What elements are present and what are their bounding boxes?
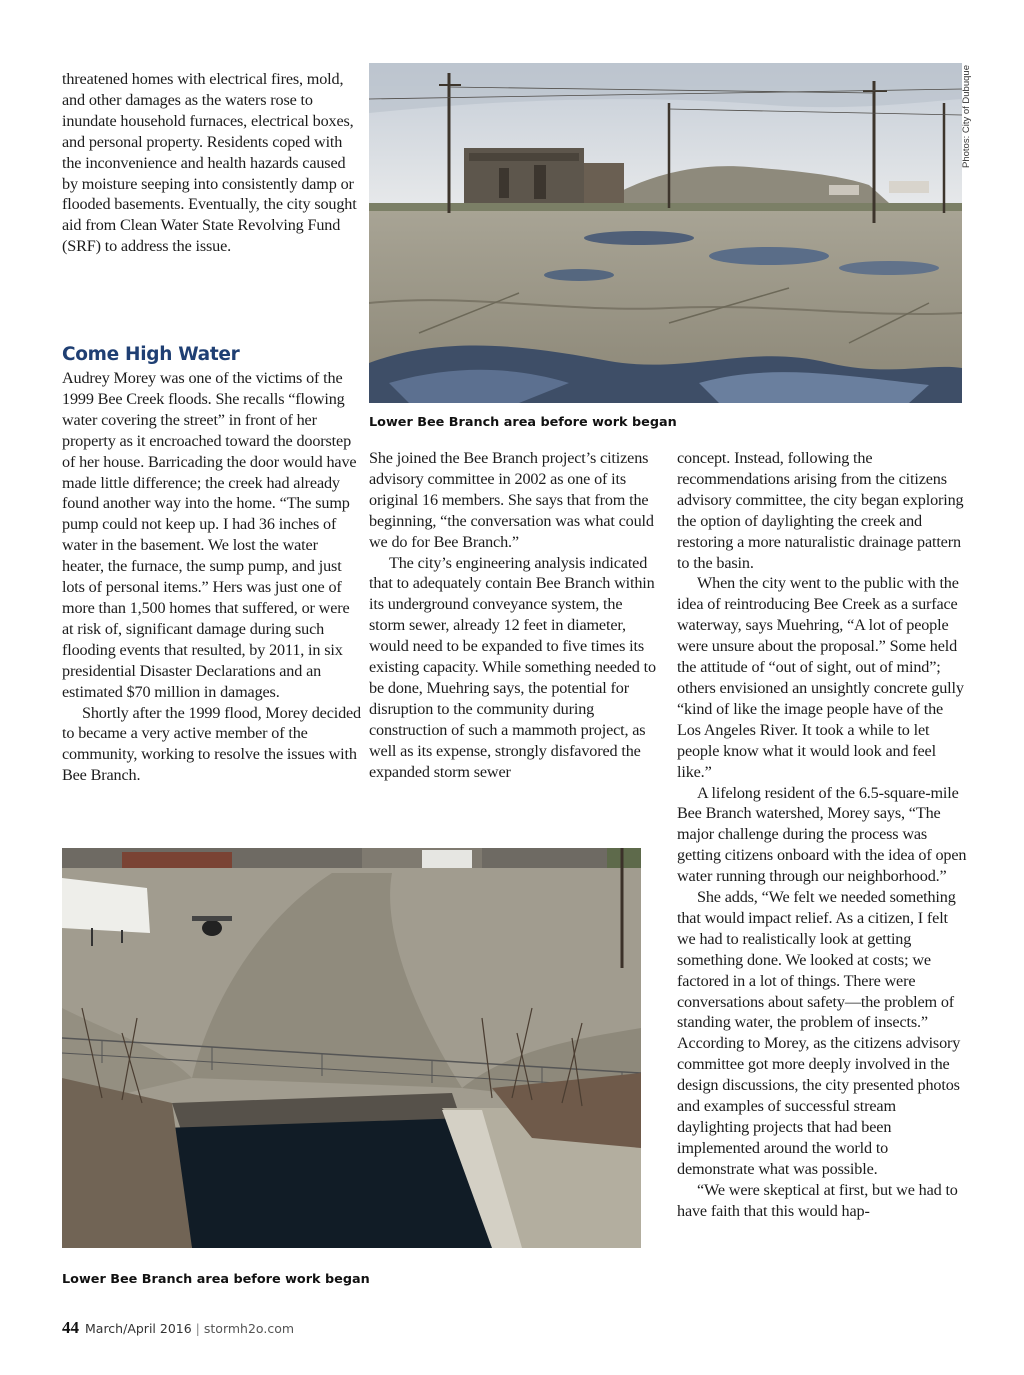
column-1-bottom [62, 343, 362, 786]
page-number: 44 [62, 1318, 79, 1337]
body-paragraph: concept. Instead, following the recommendations arising from the citizens advisory committee, the city began exploring the option of daylighting the creek and restoring a more naturalistic drainage pattern to the basin. [677, 449, 964, 572]
body-paragraph: Audrey Morey was one of the victims of the 1999 Bee Creek floods. She recalls “flowing water covering the street” in front of her property as it encroached toward the doorstep of her house. Barricading the door would have made little difference; the creek had already found another way into the home. “The sump pump could not keep up. I had 36 inches of water in the basement. We lost the water heater, the furnace, the sump pump, and just lots of personal items.” Hers was just one of more than 1,500 homes that suffered, or were at risk of, significant damage during such flooding events that resulted, by 2011, in six presidential Disaster Declarations and an estimated $70 million in damages. [62, 369, 357, 701]
body-paragraph: threatened homes with electrical fires, mold, and other damages as the waters rose to inundate household furnaces, electrical boxes, and personal property. Residents coped with the inconvenience and health hazards caused by moisture seeping into consistently damp or flooded basements. Eventually, the city sought aid from Clean Water State Revolving Fund (SRF) to address the issue. [62, 70, 357, 256]
body-paragraph: She adds, “We felt we needed something that would impact relief. As a citizen, I felt we had to realistically look at getting something done. We looked at costs; we factored in a lot of things. There were conversations about safety—the problem of standing water, the problem of insects.” According to Morey, as the citizens advisory committee got more deeply involved in the design discussions, the city presented photos and examples of successful stream daylighting projects that had been implemented around the world to demonstrate what was possible. [677, 888, 961, 1178]
column-2 [369, 448, 659, 783]
footer-separator: | [195, 1321, 200, 1336]
body-paragraph: The city’s engineering analysis indicated that to adequately contain Bee Branch within its underground conveyance system, the storm sewer, already 12 feet in diameter, would need to be expanded to five times its existing capacity. While something needed to be done, Muehring says, the potential for disruption to the community during construction of such a mammoth project, as well as its expense, strongly disfavored the expanded storm sewer [369, 553, 656, 781]
issue-date: March/April 2016 [85, 1321, 192, 1336]
body-paragraph: When the city went to the public with the idea of reintroducing Bee Creek as a surface waterway, says Muehring, “A lot of people were unsure about the proposal.” Some held the attitude of “out of sight, out of mind”; others envisioned an unsightly concrete gully “kind of like the image people have of the Los Angeles River. It took a while to let people know what it would look and feel like.” [677, 574, 964, 781]
body-paragraph: “We were skeptical at first, but we had to have faith that this would hap- [677, 1180, 958, 1220]
column-1-top [62, 69, 362, 257]
page-footer [62, 1318, 294, 1338]
photo-caption-1: Lower Bee Branch area before work began [369, 415, 677, 430]
photo-parking-lot-image [369, 63, 962, 403]
body-paragraph: Shortly after the 1999 flood, Morey decided to became a very active member of the community, working to resolve the issues with Bee Branch. [62, 703, 362, 785]
column-3 [677, 448, 967, 1222]
site-link[interactable]: stormh2o.com [203, 1321, 295, 1336]
section-heading: Come High Water [62, 344, 240, 365]
photo-caption-2: Lower Bee Branch area before work began [62, 1272, 370, 1287]
photo-culvert-image [62, 848, 641, 1248]
body-paragraph: She joined the Bee Branch project’s citizens advisory committee in 2002 as one of its original 16 members. She says that from the beginning, “the conversation was what could we do for Bee Branch.” [369, 449, 654, 551]
photo-culvert [62, 848, 641, 1248]
photo-parking-lot [369, 63, 962, 403]
photo-credit: Photos: City of Dubuque [961, 65, 972, 168]
body-paragraph: A lifelong resident of the 6.5-square-mile Bee Branch watershed, Morey says, “The major challenge during the process was getting citizens onboard with the idea of open water running through our neighborhood.” [677, 783, 967, 886]
